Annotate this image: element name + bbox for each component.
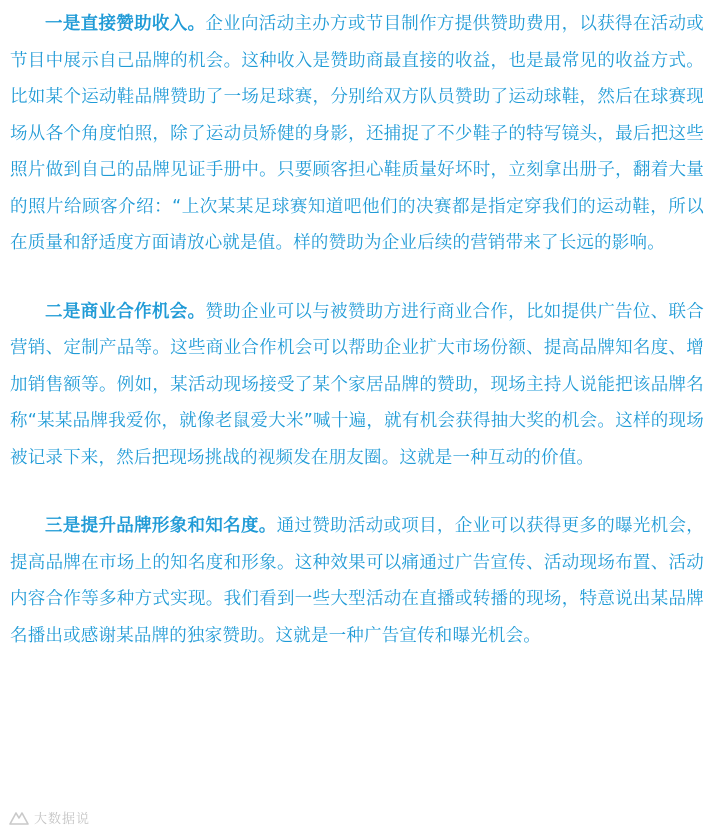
paragraph-brand-image xyxy=(10,508,704,654)
paragraph-direct-sponsorship xyxy=(10,6,704,262)
paragraph-lead: 一是直接赞助收入。 xyxy=(45,14,206,34)
paragraph-lead: 三是提升品牌形象和知名度。 xyxy=(45,516,277,536)
logo-icon xyxy=(8,810,30,826)
paragraph-text: 企业向活动主办方或节目制作方提供赞助费用，以获得在活动或节目中展示自己品牌的机会。这种收入是赞助商最直接的收益，也是最常见的收益方式。比如某个运动鞋品牌赞助了一场足球赛，分别给双方队员赞助了运动球鞋，然后在球赛现场从各个角度怕照，除了运动员矫健的身影，还捕捉了不少鞋子的特写镜头，最后把这些照片做到自己的品牌见证手册中。只要顾客担心鞋质量好坏时，立刻拿出册子，翻着大量的照片给顾客介绍：“上次某某足球赛知道吧他们的决赛都是指定穿我们的运动鞋，所以在质量和舒适度方面请放心就是值。样的赞助为企业后续的营销带来了长远的影响。 xyxy=(10,14,704,253)
watermark-text: 大数据说 xyxy=(34,812,91,827)
paragraph-lead: 二是商业合作机会。 xyxy=(45,301,206,322)
paragraph-text: 通过赞助活动或项目，企业可以获得更多的曝光机会，提高品牌在市场上的知名度和形象。这种效果可以痛通过广告宣传、活动现场布置、活动内容合作等多种方式实现。我们看到一些大型活动在直播或转播的现场，特意说出某品牌名播出或感谢某品牌的独家赞助。这就是一种广告宣传和曝光机会。 xyxy=(10,516,704,646)
paragraph-business-cooperation xyxy=(10,294,704,477)
paragraph-text: 赞助企业可以与被赞助方进行商业合作，比如提供广告位、联合营销、定制产品等。这些商业合作机会可以帮助企业扩大市场份额、提高品牌知名度、增加销售额等。例如，某活动现场接受了某个家居品牌的赞助，现场主持人说能把该品牌名称“某某品牌我爱你，就像老鼠爱大米”喊十遍，就有机会获得抽大奖的机会。这样的现场被记录下来，然后把现场挑战的视频发在朋友圈。这就是一种互动的价值。 xyxy=(10,301,704,468)
watermark xyxy=(8,808,90,827)
